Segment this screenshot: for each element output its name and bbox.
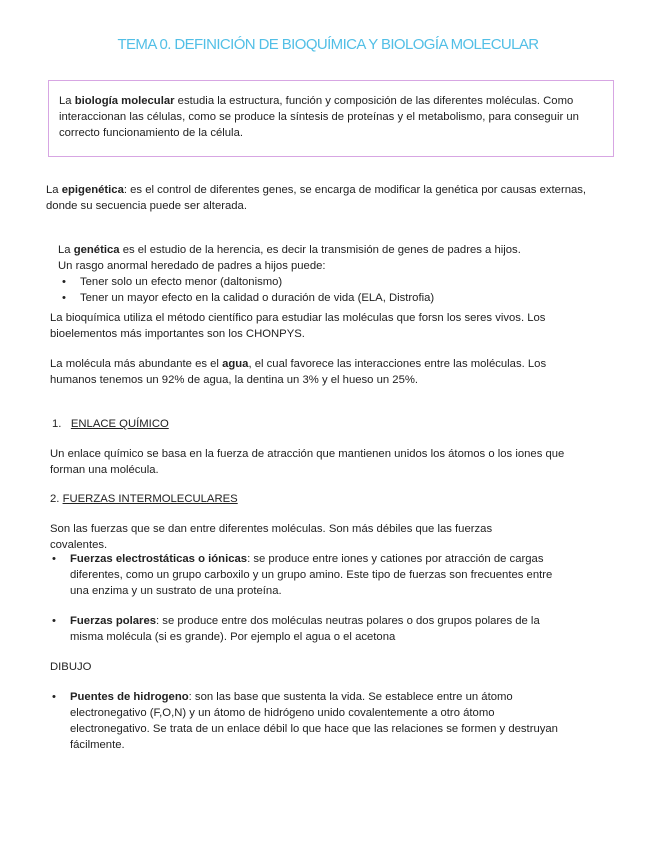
list-item: [50, 689, 570, 753]
agua-paragraph: [50, 356, 590, 388]
list-item: • Tener solo un efecto menor (daltonismo): [58, 274, 618, 290]
agua-text: , el cual favorece las interacciones entre las moléculas. Los humanos tenemos un 92% de agua, la dentina un 3% y el hueso un 25%.: [50, 358, 547, 386]
box-text: estudia la estructura, función y composición de las diferentes moléculas. Como interaccionan las células, como se produce la síntesis de proteínas y el metabolismo, para conseguir un correcto funcionamiento de la célula.: [59, 95, 579, 139]
list-item: [50, 551, 570, 599]
section1-paragraph: Un enlace químico se basa en la fuerza de atracción que mantienen unidos los átomos o los iones que forman una molécula.: [50, 448, 565, 476]
epigenetica-paragraph: [46, 182, 612, 214]
agua-term: agua: [222, 358, 249, 370]
force-text: : se produce entre iones y cationes por atracción de cargas diferentes, como un grupo carboxilo y un grupo amino. Este tipo de fuerzas son frecuentes entre una enzima y un sustrato de una proteína.: [70, 553, 553, 597]
force-term: Fuerzas electrostáticas o iónicas: [70, 553, 248, 565]
epigenetica-lead: La: [46, 184, 62, 196]
section2-heading: [50, 491, 350, 507]
genetica-paragraph: [58, 242, 618, 306]
agua-lead: La molécula más abundante es el: [50, 358, 223, 370]
section1-title: ENLACE QUÍMICO: [70, 418, 169, 430]
bioquimica-paragraph: La bioquímica utiliza el método científico para estudiar las moléculas que forsn los seres vivos. Los bioelementos más importantes son los CHONPYS.: [50, 312, 546, 340]
forces-list: [50, 551, 570, 599]
forces-list-3: [50, 689, 570, 753]
genetica-bullet-list: [58, 274, 618, 306]
genetica-line2: Un rasgo anormal heredado de padres a hijos puede:: [58, 260, 326, 272]
genetica-line1: [58, 242, 618, 258]
section2-intro: Son las fuerzas que se dan entre diferentes moléculas. Son más débiles que las fuerzas covalentes.: [50, 523, 493, 551]
box-lead: La: [59, 95, 75, 107]
genetica-term: genética: [73, 244, 120, 256]
dibujo-label: DIBUJO: [50, 661, 92, 673]
list-item: [50, 613, 570, 645]
page-title: TEMA 0. DEFINICIÓN DE BIOQUÍMICA Y BIOLOGÍA MOLECULAR: [117, 36, 539, 53]
section2-title: FUERZAS INTERMOLECULARES: [62, 493, 238, 505]
force-term: Puentes de hidrogeno: [70, 691, 189, 703]
section2-number: 2.: [50, 493, 60, 505]
force-term: Fuerzas polares: [70, 615, 157, 627]
box-term: biología molecular: [74, 95, 175, 107]
section1-heading: [52, 416, 352, 432]
force-text: : son las base que sustenta la vida. Se establece entre un átomo electronegativo (F,O,N) y un átomo de hidrógeno unido covalentemente a otro átomo electronegativo. Se trata de un enlace débil lo que hace que las relaciones se formen y destruyan fácilmente.: [70, 691, 558, 751]
genetica-lead: La: [58, 244, 74, 256]
forces-list-2: [50, 613, 570, 645]
list-item: • Tener un mayor efecto en la calidad o duración de vida (ELA, Distrofia): [58, 290, 618, 306]
definition-box: [48, 80, 614, 157]
epigenetica-text: : es el control de diferentes genes, se encarga de modificar la genética por causas externas, donde su secuencia puede ser alterada.: [46, 184, 587, 212]
section1-number: 1.: [52, 418, 62, 430]
genetica-text: es el estudio de la herencia, es decir la transmisión de genes de padres a hijos.: [119, 244, 521, 256]
epigenetica-term: epigenética: [61, 184, 124, 196]
force-text: : se produce entre dos moléculas neutras polares o dos grupos polares de la misma molécula (si es grande). Por ejemplo el agua o el acetona: [70, 615, 540, 643]
